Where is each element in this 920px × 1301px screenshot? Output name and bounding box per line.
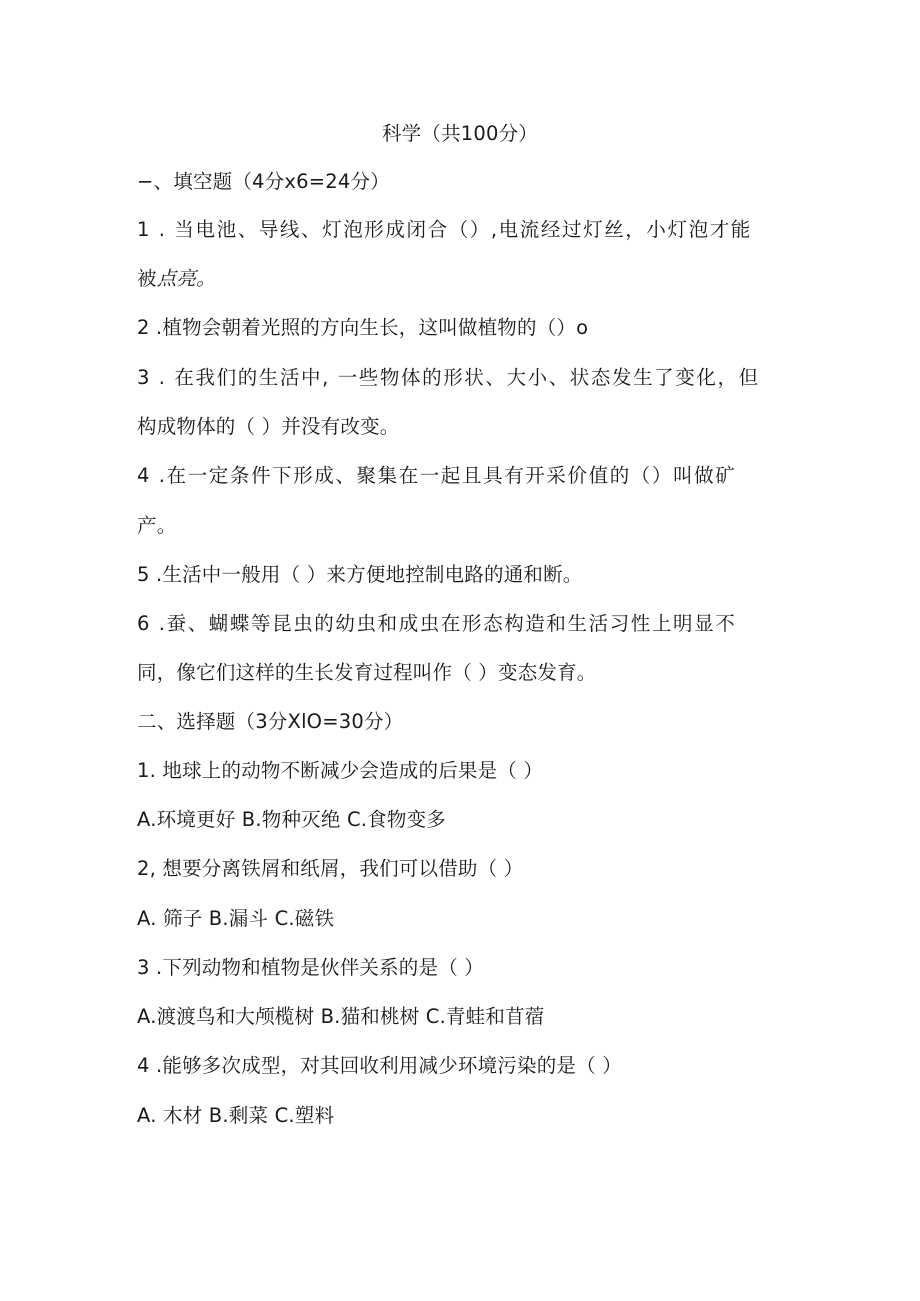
question-1-6-line2: 同，像它们这样的生长发育过程叫作（ ）变态发育。 <box>137 661 597 684</box>
question-2-4: 4 .能够多次成型，对其回收利用减少环境污染的是（ ） <box>137 1054 622 1077</box>
question-1-5: 5 .生活中一般用（ ）来方便地控制电路的通和断。 <box>137 563 583 586</box>
question-2-2: 2, 想要分离铁屑和纸屑，我们可以借助（ ） <box>137 857 524 880</box>
question-1-4-line2: 产。 <box>137 514 177 537</box>
question-1-2: 2 .植物会朝着光照的方向生长，这叫做植物的（）o <box>137 316 589 339</box>
section2-heading: 二、选择题（3分XlO=30分） <box>137 710 404 733</box>
question-1-1-text: 被 <box>137 267 157 290</box>
question-1-6-line1: 6 .蚕、蝴蝶等昆虫的幼虫和成虫在形态构造和生活习性上明显不 <box>137 612 737 635</box>
question-2-3-options: A.渡渡鸟和大颅榄树 B.猫和桃树 C.青蛙和苜蓿 <box>137 1005 545 1028</box>
question-1-3-line2: 构成物体的（ ）并没有改变。 <box>137 415 400 438</box>
question-1-4-line1: 4 .在一定条件下形成、聚集在一起且具有开采价值的（）叫做矿 <box>137 464 737 487</box>
question-1-1-line1: 1 . 当电池、导线、灯泡形成闭合（）,电流经过灯丝，小灯泡才能 <box>137 218 752 241</box>
question-1-3-line1: 3 . 在我们的生活中, 一些物体的形状、大小、状态发生了变化，但 <box>137 366 760 389</box>
page-title: 科学（共100分） <box>381 122 539 145</box>
question-2-4-options: A. 木材 B.剩菜 C.塑料 <box>137 1104 335 1127</box>
question-1-1-line2 <box>137 265 797 293</box>
question-2-1-options: A.环境更好 B.物种灭绝 C.食物变多 <box>137 808 446 831</box>
question-2-3: 3 .下列动物和植物是伙伴关系的是（ ） <box>137 956 485 979</box>
question-1-1-italic-text: 点亮。 <box>156 267 216 290</box>
question-2-2-options: A. 筛子 B.漏斗 C.磁铁 <box>137 907 335 930</box>
question-2-1: 1. 地球上的动物不断减少会造成的后果是（ ） <box>137 759 544 782</box>
section1-heading: −、填空题（4分x6=24分） <box>137 170 390 193</box>
